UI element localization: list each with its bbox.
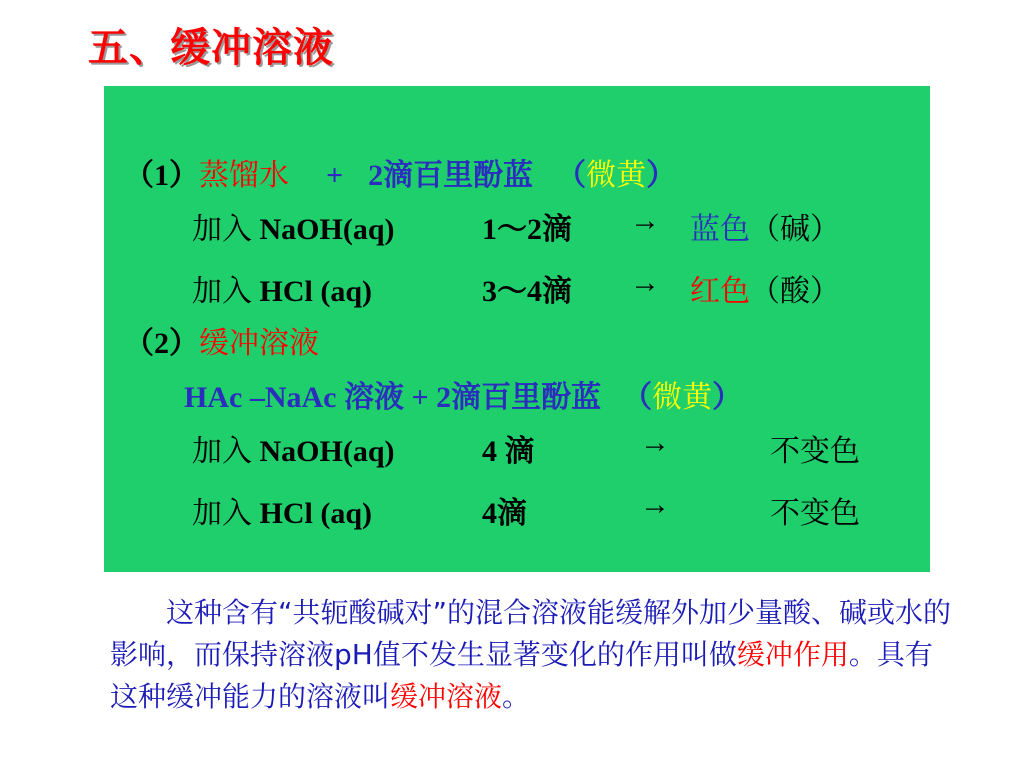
case2-naoh-reagent: NaOH(aq) — [259, 435, 395, 468]
case1-naoh-reagent: NaOH(aq) — [259, 213, 395, 246]
case2-hcl-result: 不变色 — [770, 497, 860, 530]
case1-water: 蒸馏水 — [199, 159, 289, 192]
case2-paren-open: （ — [622, 381, 653, 414]
case1-hcl-add: 加入 — [192, 275, 252, 308]
case2-initial-color: 微黄 — [652, 381, 713, 414]
case1-initial-color: 微黄 — [586, 159, 647, 192]
case2-naoh-drops: 4 滴 — [482, 435, 535, 468]
case2-hcl-drops: 4滴 — [482, 497, 527, 530]
case2-solution: HAc –NaAc 溶液 — [184, 381, 404, 414]
case2-hcl-reagent: HCl (aq) — [259, 497, 372, 530]
case2-paren-close: ） — [712, 381, 743, 414]
case1-hcl-result: 红色 — [690, 275, 750, 308]
case1-header — [124, 150, 676, 194]
note-part3: 。 — [502, 680, 531, 713]
case2-hcl-add: 加入 — [192, 497, 252, 530]
case2-hcl-row — [192, 488, 372, 532]
case1-hcl-drops: 3～4滴 — [482, 275, 572, 308]
case2-naoh-arrow: → — [640, 426, 670, 459]
case1-paren-close: ） — [646, 159, 677, 192]
case1-naoh-row — [192, 204, 395, 248]
case1-hcl-reagent: HCl (aq) — [259, 275, 372, 308]
explanation-paragraph — [110, 592, 960, 718]
case1-naoh-arrow: → — [630, 204, 660, 237]
case1-label: （1） — [124, 159, 199, 192]
case1-paren-open: （ — [556, 159, 587, 192]
case2-naoh-add: 加入 — [192, 435, 252, 468]
case2-heading: 缓冲溶液 — [199, 327, 319, 360]
case1-hcl-arrow: → — [630, 266, 660, 299]
case1-hcl-row — [192, 266, 372, 310]
case1-naoh-add: 加入 — [192, 213, 252, 246]
case1-naoh-result-note: （碱） — [750, 213, 840, 246]
case2-header — [124, 318, 319, 362]
case2-indicator: 2滴百里酚蓝 — [436, 381, 602, 414]
case2-label: （2） — [124, 327, 199, 360]
case1-hcl-result-note: （酸） — [750, 275, 840, 308]
case1-indicator: 2滴百里酚蓝 — [368, 159, 534, 192]
case1-hcl-result-group — [690, 266, 840, 310]
case1-naoh-result: 蓝色 — [690, 213, 750, 246]
case1-naoh-drops: 1～2滴 — [482, 213, 572, 246]
case1-naoh-result-group — [690, 204, 840, 248]
case2-hcl-arrow: → — [640, 488, 670, 521]
case2-plus: + — [411, 381, 429, 414]
note-part2: 。具有这种缓冲能力的溶液叫 — [110, 638, 933, 713]
note-term-buffer-solution: 缓冲溶液 — [390, 680, 503, 713]
experiment-panel — [104, 86, 930, 572]
note-term-buffer-action: 缓冲作用 — [736, 638, 849, 671]
case2-naoh-result: 不变色 — [770, 435, 860, 468]
case2-naoh-row — [192, 426, 395, 470]
page-title: 五、缓冲溶液 — [88, 25, 334, 70]
case2-solution-row — [184, 372, 742, 416]
case1-plus: + — [326, 159, 344, 192]
note-part1: 这种含有“共轭酸碱对”的混合溶液能缓解外加少量酸、碱或水的影响，而保持溶液pH值不发生显著变化的作用叫做 — [110, 596, 952, 671]
